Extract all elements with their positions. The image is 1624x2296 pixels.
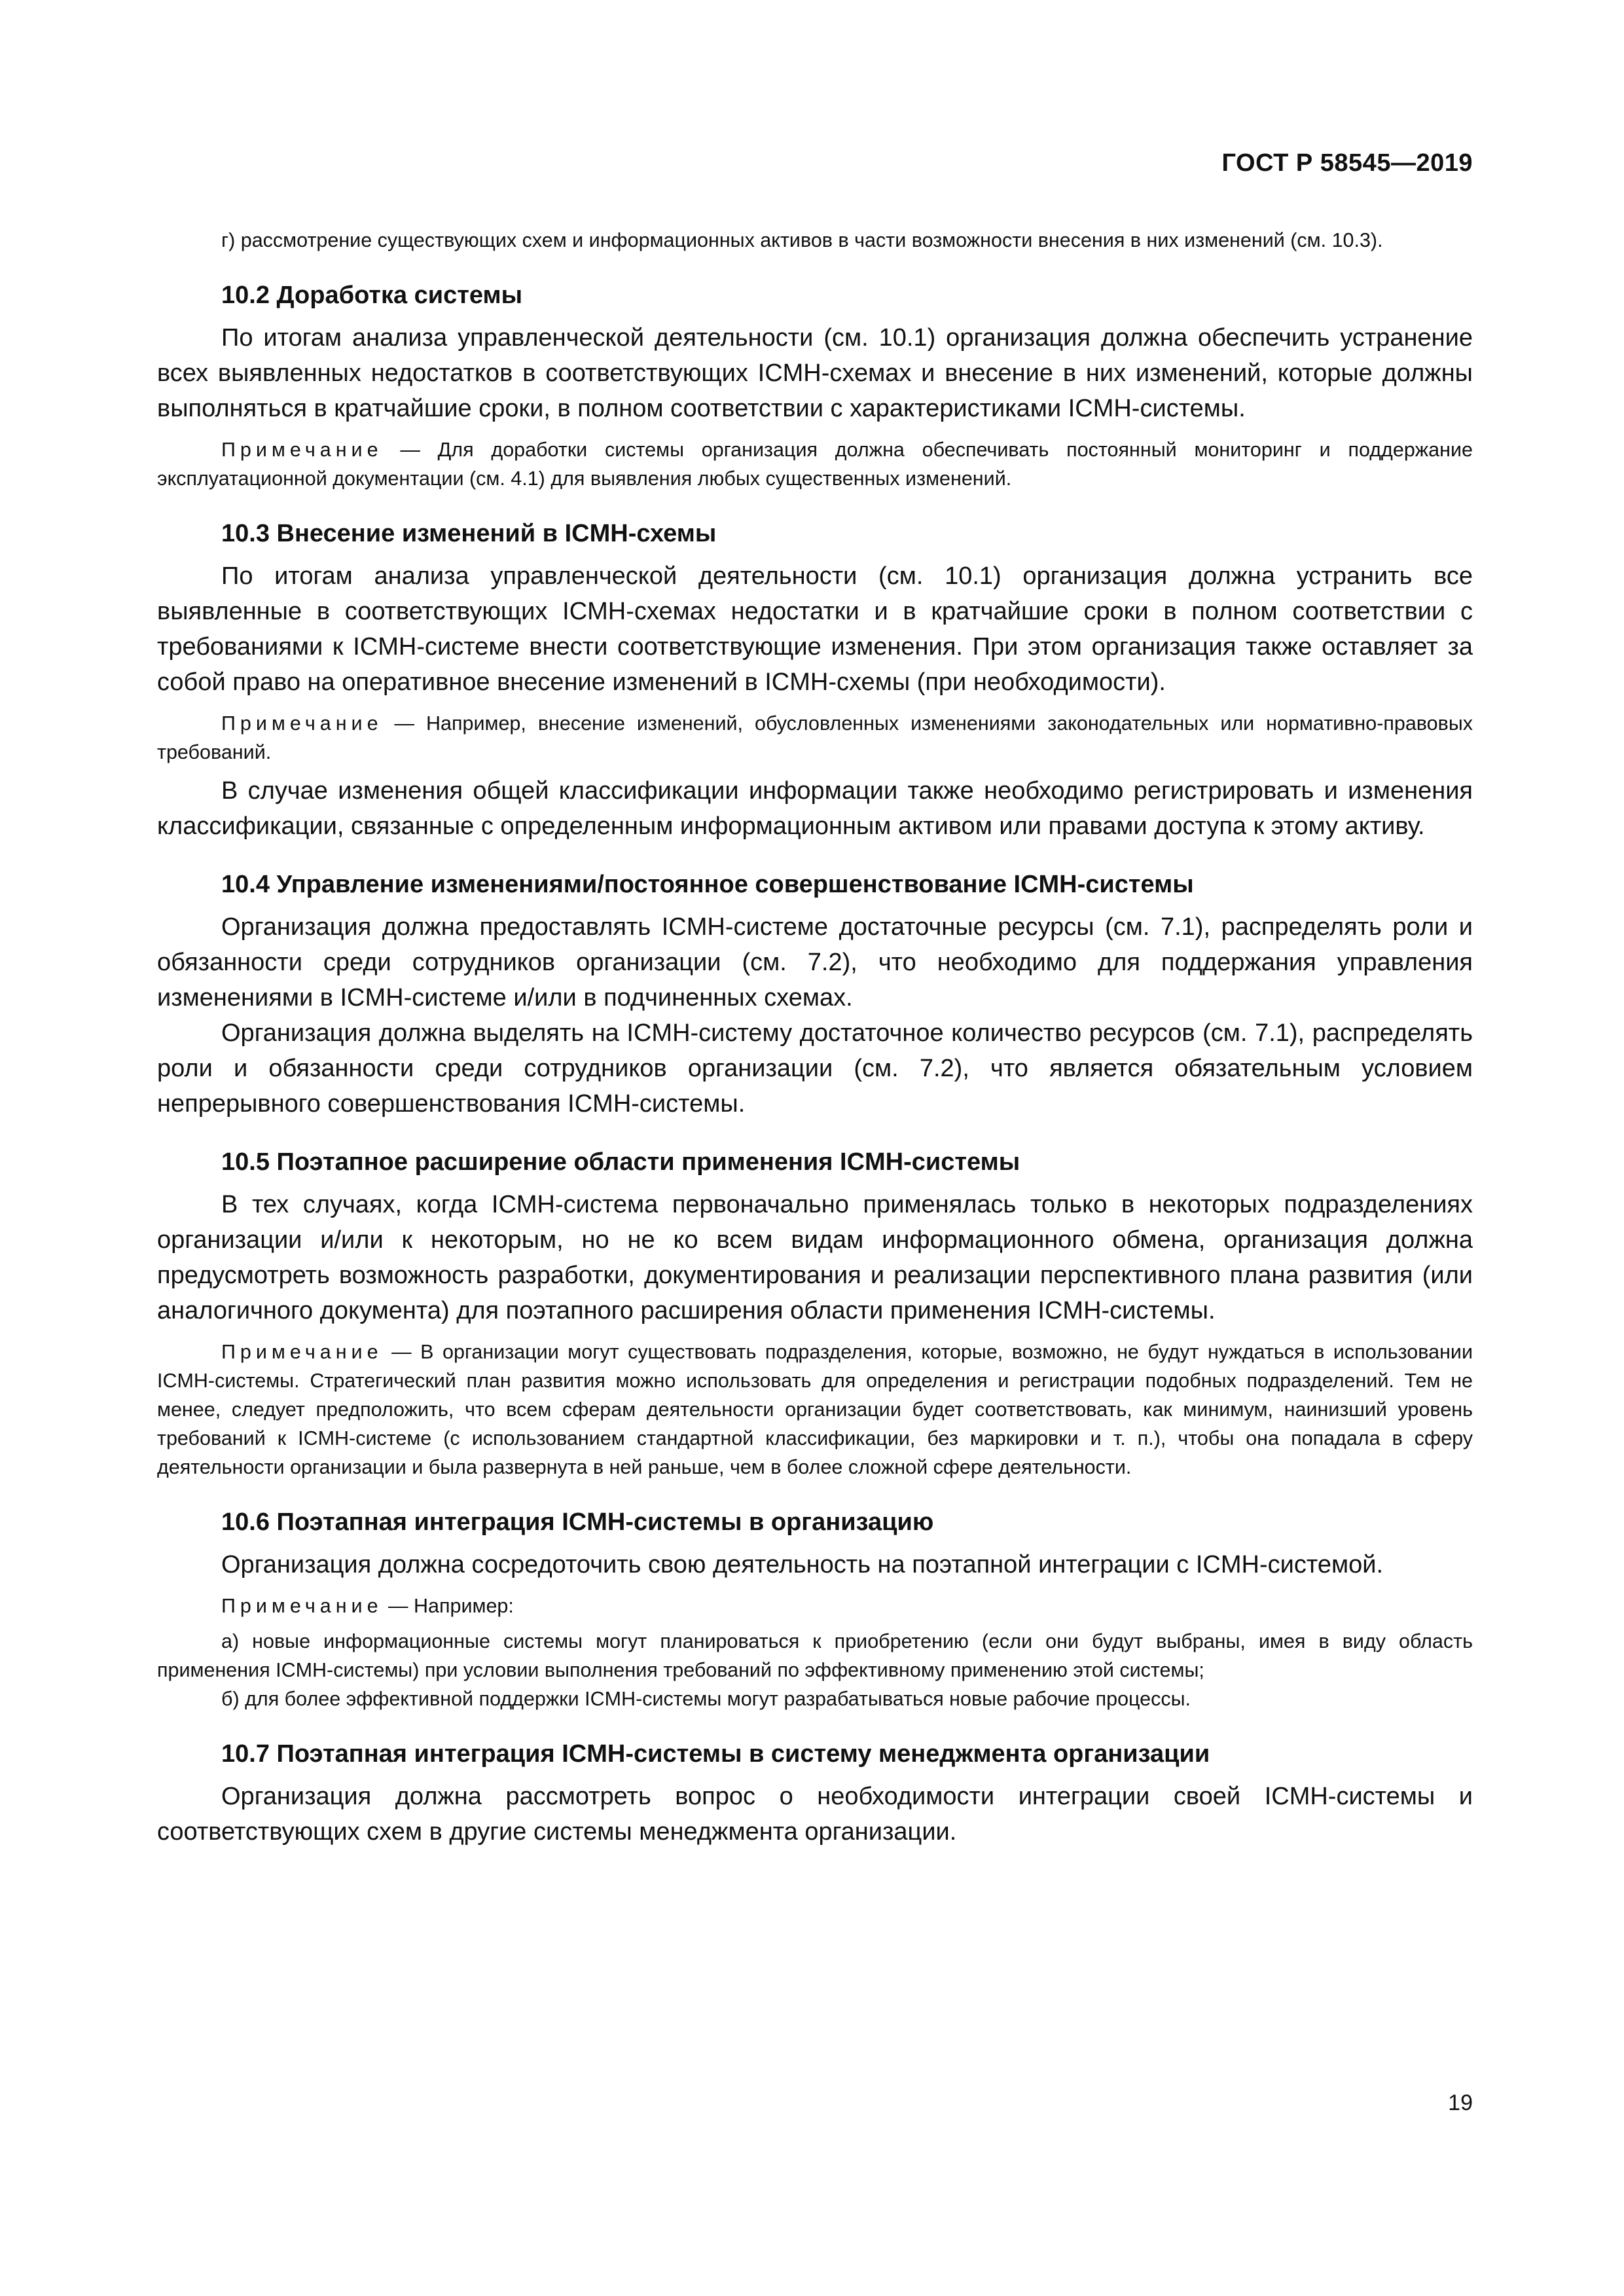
note-label: Примечание [221, 439, 383, 461]
note-text: — Для доработки системы организация должна обеспечивать постоянный мониторинг и поддержание эксплуатационной документации (см. 4.1) для выявления любых существенных изменений. [157, 439, 1473, 490]
note [157, 435, 1473, 493]
paragraph: Организация должна предоставлять ICMH-системе достаточные ресурсы (см. 7.1), распределять роли и обязанности среди сотрудников организации (см. 7.2), что необходимо для поддержания управления изменениями в ICMH-системе и/или в подчиненных схемах. [157, 913, 1473, 1011]
section-title-10-4: 10.4 Управление изменениями/постоянное совершенствование ICMH-системы [221, 871, 1194, 898]
section-title-10-2: 10.2 Доработка системы [221, 282, 523, 309]
section-title-10-3: 10.3 Внесение изменений в ICMH-схемы [221, 520, 717, 547]
paragraph: В тех случаях, когда ICMH-система первоначально применялась только в некоторых подразделениях организации и/или к некоторым, но не ко всем видам информационного обмена, организация должна предусмотреть возможность разработки, документирования и реализации перспективного плана развития (или аналогичного документа) для поэтапного расширения области применения ICMH-системы. [157, 1191, 1473, 1324]
note [157, 1592, 1473, 1620]
paragraph: В случае изменения общей классификации информации также необходимо регистрировать и изменения классификации, связанные с определенным информационным активом или правами доступа к этому активу. [157, 777, 1473, 840]
note-item-a: а) новые информационные системы могут планироваться к приобретению (если они будут выбраны, имея в виду область применения ICMH-системы) при условии выполнения требований по эффективному применению этой системы; [157, 1630, 1473, 1681]
paragraph: Организация должна рассмотреть вопрос о необходимости интеграции своей ICMH-системы и соответствующих схем в другие системы менеджмента организации. [157, 1783, 1473, 1846]
note-text: — Например: [382, 1595, 514, 1617]
note-label: Примечание [221, 712, 383, 735]
list-item-g: г) рассмотрение существующих схем и информационных активов в части возможности внесения в них изменений (см. 10.3). [221, 229, 1383, 251]
paragraph: Организация должна сосредоточить свою деятельность на поэтапной интеграции с ICMH-системой. [221, 1551, 1383, 1578]
document-header: ГОСТ Р 58545—2019 [1221, 149, 1473, 177]
note-text: — В организации могут существовать подразделения, которые, возможно, не будут нуждаться в использовании ICMH-системы. Стратегический план развития можно использовать для определения и регистрации подобных подразделений. Тем не менее, следует предположить, что всем сферам деятельности организации будет соответствовать, как минимум, наинизший уровень требований к ICMH-системе (с использованием стандартной классификации, без маркировки и т. п.), чтобы она попадала в сферу деятельности организации и была развернута в ней раньше, чем в более сложной сфере деятельности. [157, 1341, 1473, 1478]
paragraph: По итогам анализа управленческой деятельности (см. 10.1) организация должна устранить все выявленные в соответствующих ICMH-схемах недостатки и в кратчайшие сроки в полном соответствии с требованиями к ICMH-системе внести соответствующие изменения. При этом организация также оставляет за собой право на оперативное внесение изменений в ICMH-схемы (при необходимости). [157, 562, 1473, 696]
section-title-10-7: 10.7 Поэтапная интеграция ICMH-системы в систему менеджмента организации [221, 1740, 1210, 1768]
section-title-10-5: 10.5 Поэтапное расширение области применения ICMH-системы [221, 1148, 1020, 1176]
document-body [157, 226, 1473, 1850]
section-title-10-6: 10.6 Поэтапная интеграция ICMH-системы в организацию [221, 1508, 934, 1536]
note [157, 1338, 1473, 1482]
note [157, 709, 1473, 767]
note-item-b: б) для более эффективной поддержки ICMH-системы могут разрабатываться новые рабочие процессы. [221, 1688, 1191, 1710]
note-text: — Например, внесение изменений, обусловленных изменениями законодательных или нормативно-правовых требований. [157, 712, 1473, 763]
paragraph: Организация должна выделять на ICMH-систему достаточное количество ресурсов (см. 7.1), распределять роли и обязанности среди сотрудников организации (см. 7.2), что является обязательным условием непрерывного совершенствования ICMH-системы. [157, 1019, 1473, 1118]
note-label: Примечание [221, 1595, 383, 1617]
note-label: Примечание [221, 1341, 383, 1363]
paragraph: По итогам анализа управленческой деятельности (см. 10.1) организация должна обеспечить устранение всех выявленных недостатков в соответствующих ICMH-схемах и внесение в них изменений, которые должны выполняться в кратчайшие сроки, в полном соответствии с характеристиками ICMH-системы. [157, 324, 1473, 422]
page-number: 19 [1448, 2090, 1473, 2115]
